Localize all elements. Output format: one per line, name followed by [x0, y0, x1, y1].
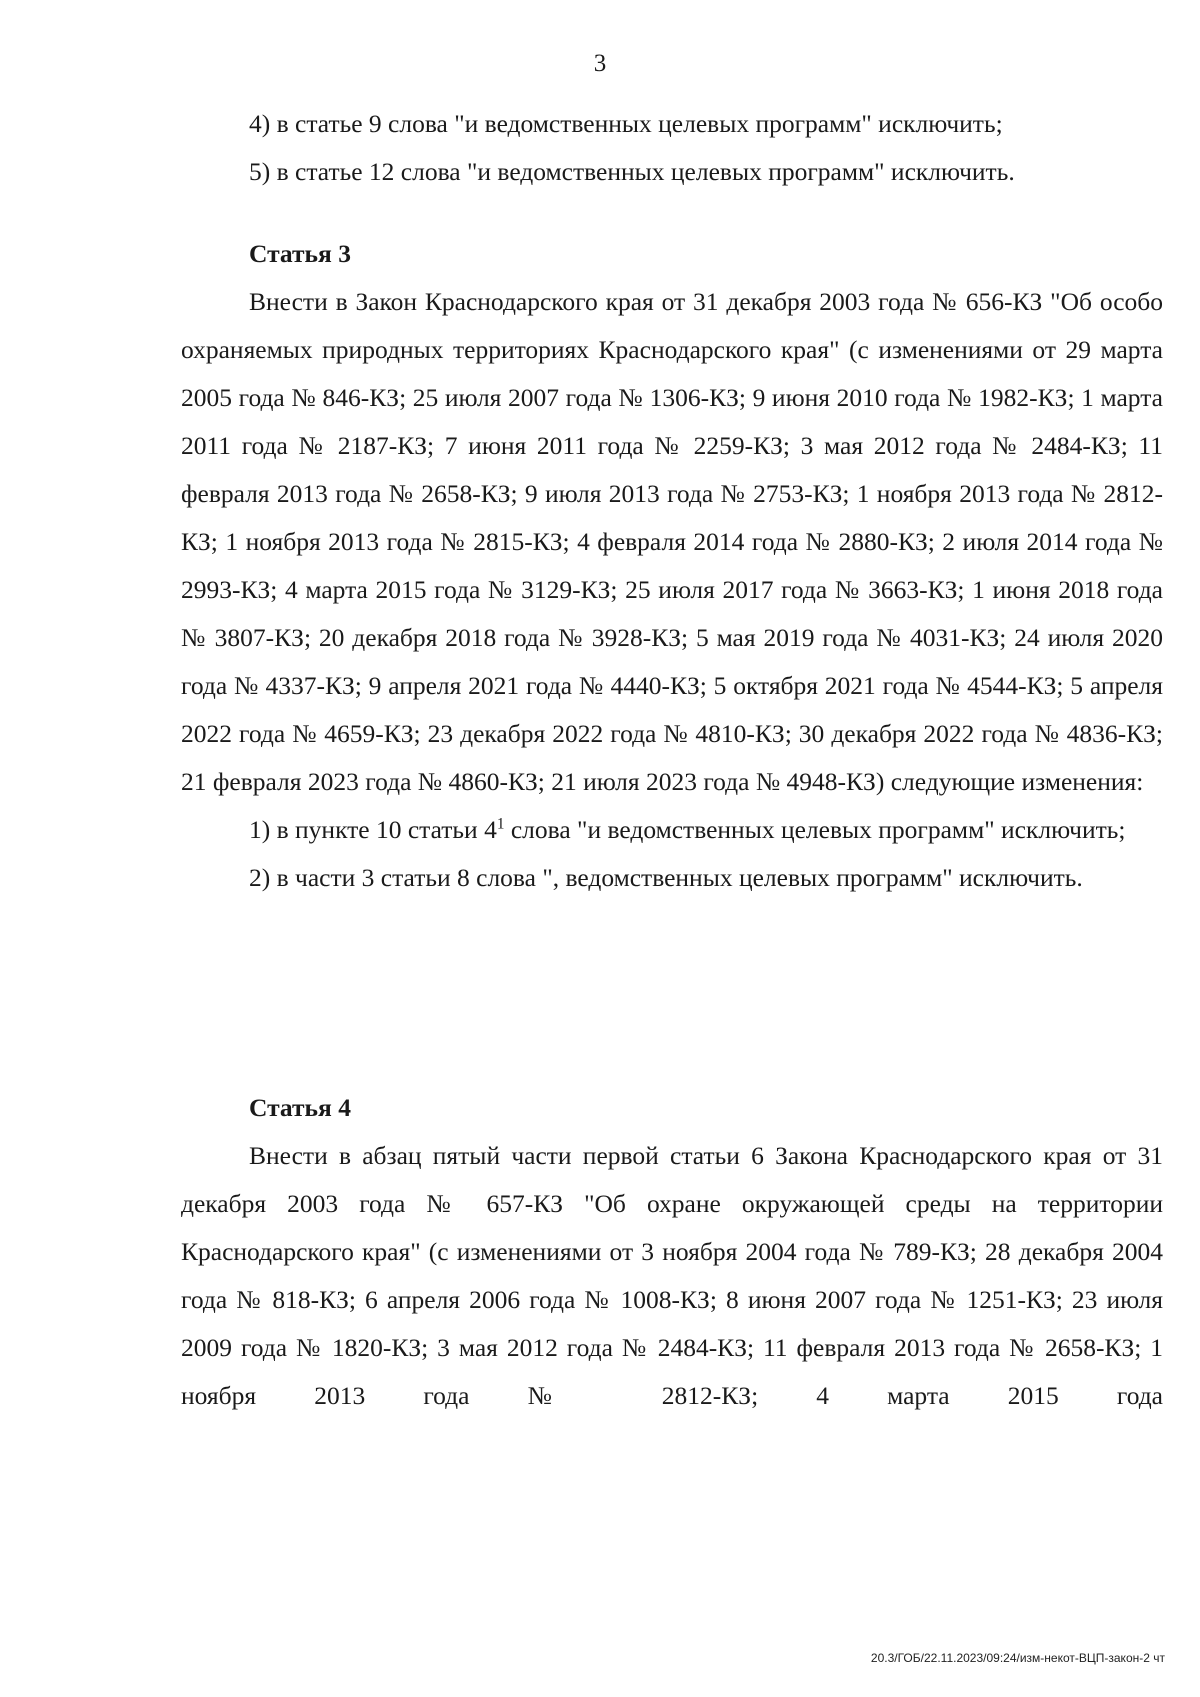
- list-item: 4) в статье 9 слова "и ведомственных целевых программ" исключить;: [249, 109, 1003, 138]
- article-4-intro: Внести в абзац пятый части первой статьи 6 Закона Краснодарского края от 31 декабря 2003 года № 657-КЗ "Об охране окружающей среды на территории Краснодарского края" (с изменениями от 3 ноября 2004 года № 789-КЗ; 28 декабря 2004 года № 818-КЗ; 6 апреля 2006 года № 1008-КЗ; 8 июня 2007 года № 1251-КЗ; 23 июля 2009 года № 1820-КЗ; 3 мая 2012 года № 2484-КЗ; 11 февраля 2013 года № 2658-КЗ; 1 ноября 2013 года № 2812-КЗ; 4 марта 2015 года: [181, 1141, 1163, 1410]
- item-1-text-start: 1) в пункте 10 статьи 4: [249, 815, 497, 844]
- item-1-superscript: 1: [496, 815, 505, 833]
- document-footer-code: 20.3/ГОБ/22.11.2023/09:24/изм-некот-ВЦП-закон-2 чт: [870, 1651, 1165, 1665]
- article-3-item-1: [181, 806, 1163, 854]
- page-number: 3: [593, 50, 607, 77]
- amendment-items-top: [181, 100, 1163, 196]
- article-4-heading: Статья 4: [249, 1093, 351, 1122]
- article-3-section: [181, 230, 1163, 902]
- list-item: 5) в статье 12 слова "и ведомственных целевых программ" исключить.: [249, 157, 1015, 186]
- article-3-heading: Статья 3: [249, 239, 351, 268]
- article-4-section: [181, 1084, 1163, 1420]
- article-3-intro: Внести в Закон Краснодарского края от 31 декабря 2003 года № 656-КЗ "Об особо охраняемых природных территориях Краснодарского края" (с изменениями от 29 марта 2005 года № 846-КЗ; 25 июля 2007 года № 1306-КЗ; 9 июня 2010 года № 1982-КЗ; 1 марта 2011 года № 2187-КЗ; 7 июня 2011 года № 2259-КЗ; 3 мая 2012 года № 2484-КЗ; 11 февраля 2013 года № 2658-КЗ; 9 июля 2013 года № 2753-КЗ; 1 ноября 2013 года № 2812-КЗ; 1 ноября 2013 года № 2815-КЗ; 4 февраля 2014 года № 2880-КЗ; 2 июля 2014 года № 2993-КЗ; 4 марта 2015 года № 3129-КЗ; 25 июля 2017 года № 3663-КЗ; 1 июня 2018 года № 3807-КЗ; 20 декабря 2018 года № 3928-КЗ; 5 мая 2019 года № 4031-КЗ; 24 июля 2020 года № 4337-КЗ; 9 апреля 2021 года № 4440-КЗ; 5 октября 2021 года № 4544-КЗ; 5 апреля 2022 года № 4659-КЗ; 23 декабря 2022 года № 4810-КЗ; 30 декабря 2022 года № 4836-КЗ; 21 февраля 2023 года № 4860-КЗ; 21 июля 2023 года № 4948-КЗ) следующие изменения:: [181, 287, 1163, 796]
- item-1-text-end: слова "и ведомственных целевых программ" исключить;: [504, 815, 1126, 844]
- article-3-item-2: 2) в части 3 статьи 8 слова ", ведомственных целевых программ" исключить.: [249, 863, 1083, 892]
